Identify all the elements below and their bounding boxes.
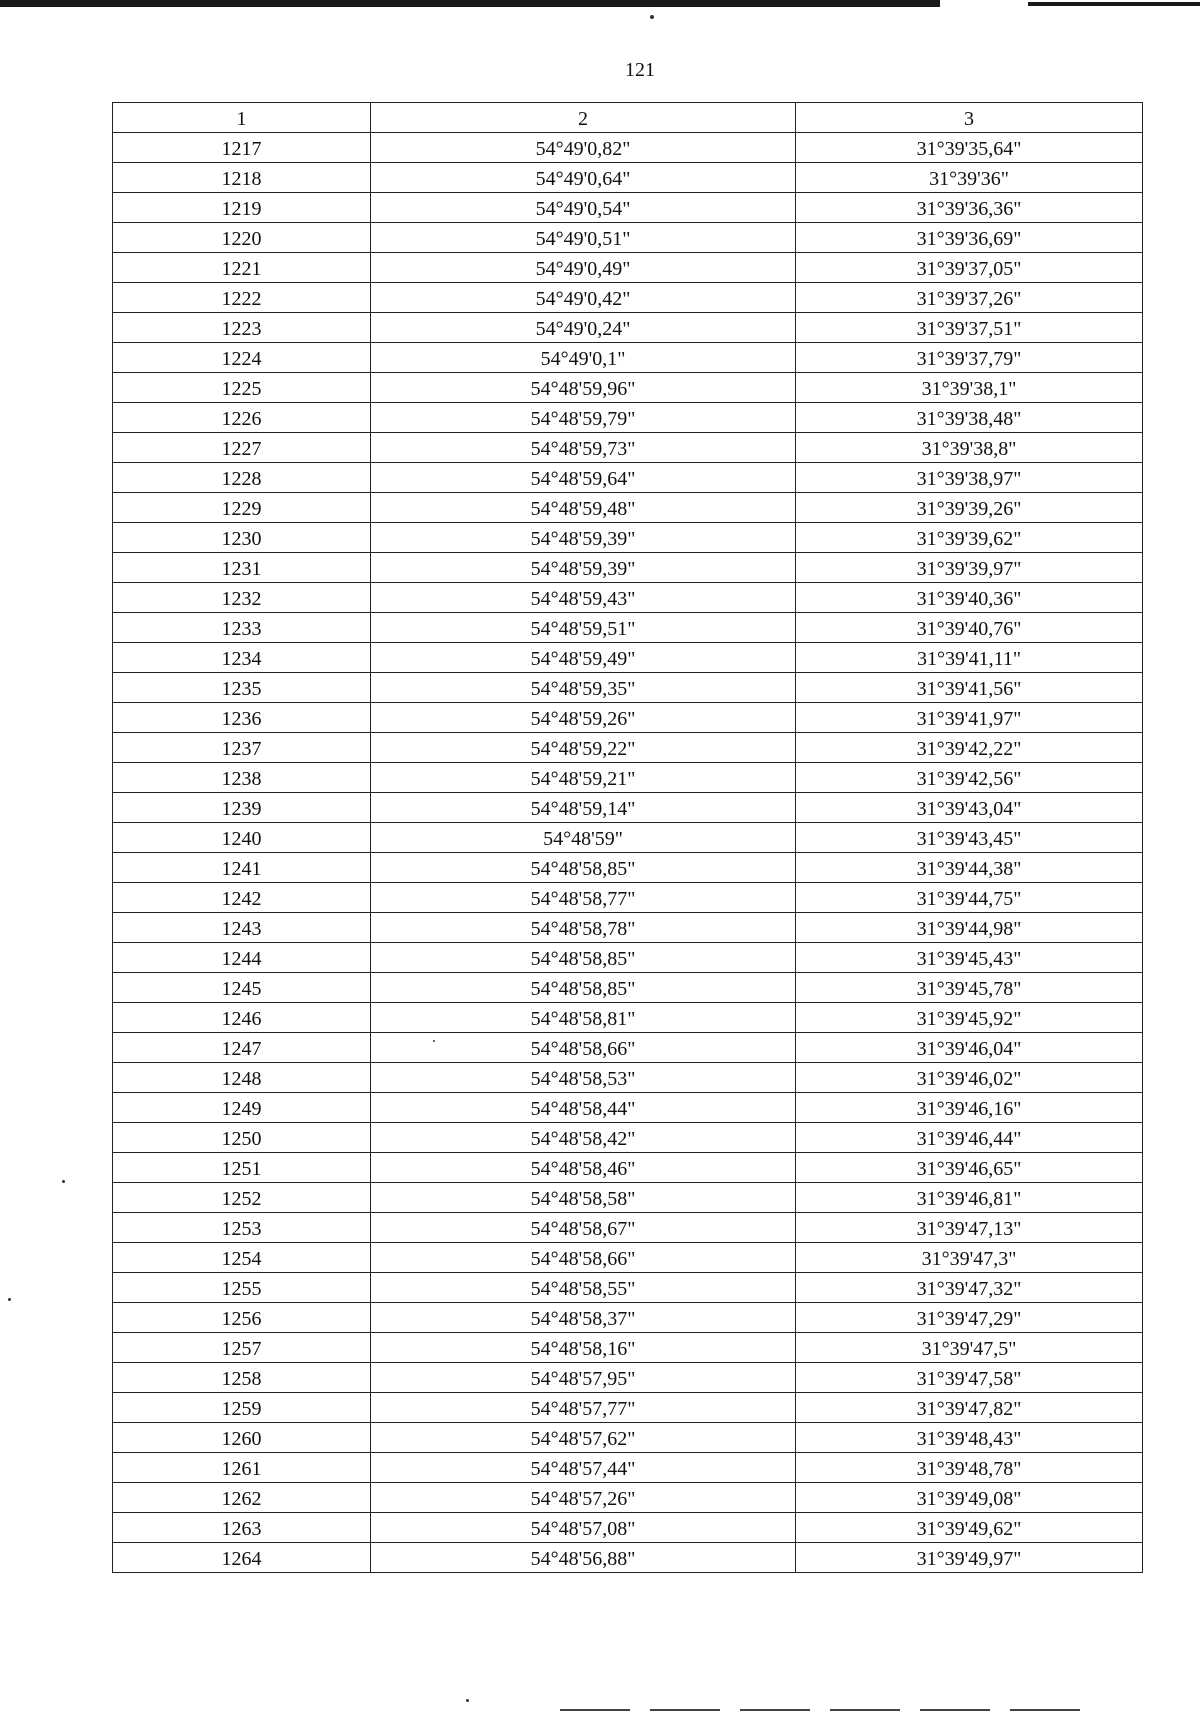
table-row [113, 1243, 1143, 1273]
longitude-cell: 31°39'47,29" [796, 1303, 1143, 1333]
latitude-cell: 54°48'59,43" [371, 583, 796, 613]
table-row [113, 1003, 1143, 1033]
latitude-cell: 54°48'58,66" [371, 1243, 796, 1273]
scan-speck [8, 1298, 11, 1301]
point-number-cell: 1254 [113, 1243, 371, 1273]
point-number-cell: 1242 [113, 883, 371, 913]
latitude-cell: 54°48'58,78" [371, 913, 796, 943]
table-row [113, 373, 1143, 403]
table-row [113, 133, 1143, 163]
table-row [113, 403, 1143, 433]
point-number-cell: 1247 [113, 1033, 371, 1063]
point-number-cell: 1224 [113, 343, 371, 373]
longitude-cell: 31°39'38,1" [796, 373, 1143, 403]
longitude-cell: 31°39'47,32" [796, 1273, 1143, 1303]
point-number-cell: 1226 [113, 403, 371, 433]
longitude-cell: 31°39'42,22" [796, 733, 1143, 763]
latitude-cell: 54°48'58,55" [371, 1273, 796, 1303]
latitude-cell: 54°48'58,81" [371, 1003, 796, 1033]
table-row [113, 193, 1143, 223]
latitude-cell: 54°49'0,1" [371, 343, 796, 373]
longitude-cell: 31°39'38,8" [796, 433, 1143, 463]
longitude-cell: 31°39'47,58" [796, 1363, 1143, 1393]
longitude-cell: 31°39'47,13" [796, 1213, 1143, 1243]
latitude-cell: 54°48'58,67" [371, 1213, 796, 1243]
table-row [113, 1363, 1143, 1393]
latitude-cell: 54°48'58,16" [371, 1333, 796, 1363]
column-header-2: 2 [371, 103, 796, 133]
column-header-1: 1 [113, 103, 371, 133]
point-number-cell: 1227 [113, 433, 371, 463]
longitude-cell: 31°39'40,76" [796, 613, 1143, 643]
point-number-cell: 1220 [113, 223, 371, 253]
latitude-cell: 54°48'57,62" [371, 1423, 796, 1453]
latitude-cell: 54°49'0,54" [371, 193, 796, 223]
point-number-cell: 1262 [113, 1483, 371, 1513]
longitude-cell: 31°39'36" [796, 163, 1143, 193]
longitude-cell: 31°39'47,5" [796, 1333, 1143, 1363]
scan-speck [62, 1180, 65, 1183]
latitude-cell: 54°48'57,44" [371, 1453, 796, 1483]
table-row [113, 1483, 1143, 1513]
latitude-cell: 54°48'59,39" [371, 553, 796, 583]
longitude-cell: 31°39'49,62" [796, 1513, 1143, 1543]
latitude-cell: 54°48'57,95" [371, 1363, 796, 1393]
longitude-cell: 31°39'45,92" [796, 1003, 1143, 1033]
table-row [113, 1333, 1143, 1363]
latitude-cell: 54°48'58,85" [371, 943, 796, 973]
point-number-cell: 1237 [113, 733, 371, 763]
latitude-cell: 54°48'58,37" [371, 1303, 796, 1333]
latitude-cell: 54°49'0,51" [371, 223, 796, 253]
point-number-cell: 1250 [113, 1123, 371, 1153]
coordinates-table [112, 102, 1143, 1573]
latitude-cell: 54°49'0,82" [371, 133, 796, 163]
table-row [113, 1213, 1143, 1243]
longitude-cell: 31°39'36,36" [796, 193, 1143, 223]
point-number-cell: 1232 [113, 583, 371, 613]
latitude-cell: 54°48'59,73" [371, 433, 796, 463]
table-row [113, 1093, 1143, 1123]
table-row [113, 1123, 1143, 1153]
latitude-cell: 54°48'57,08" [371, 1513, 796, 1543]
table-row [113, 1273, 1143, 1303]
point-number-cell: 1229 [113, 493, 371, 523]
point-number-cell: 1261 [113, 1453, 371, 1483]
longitude-cell: 31°39'49,97" [796, 1543, 1143, 1573]
table-row [113, 853, 1143, 883]
table-row [113, 1303, 1143, 1333]
table-row [113, 703, 1143, 733]
table-row [113, 163, 1143, 193]
point-number-cell: 1256 [113, 1303, 371, 1333]
point-number-cell: 1245 [113, 973, 371, 1003]
longitude-cell: 31°39'46,44" [796, 1123, 1143, 1153]
table-row [113, 1033, 1143, 1063]
longitude-cell: 31°39'47,3" [796, 1243, 1143, 1273]
table-row [113, 313, 1143, 343]
scan-border-top-right [1028, 2, 1200, 6]
latitude-cell: 54°48'57,26" [371, 1483, 796, 1513]
latitude-cell: 54°48'59,49" [371, 643, 796, 673]
point-number-cell: 1248 [113, 1063, 371, 1093]
point-number-cell: 1259 [113, 1393, 371, 1423]
table-row [113, 883, 1143, 913]
latitude-cell: 54°49'0,49" [371, 253, 796, 283]
longitude-cell: 31°39'47,82" [796, 1393, 1143, 1423]
latitude-cell: 54°48'59,14" [371, 793, 796, 823]
longitude-cell: 31°39'48,78" [796, 1453, 1143, 1483]
latitude-cell: 54°48'59,51" [371, 613, 796, 643]
table-row [113, 433, 1143, 463]
column-header-3: 3 [796, 103, 1143, 133]
longitude-cell: 31°39'37,79" [796, 343, 1143, 373]
point-number-cell: 1258 [113, 1363, 371, 1393]
longitude-cell: 31°39'41,97" [796, 703, 1143, 733]
table-row [113, 463, 1143, 493]
table-row [113, 823, 1143, 853]
table-row [113, 583, 1143, 613]
latitude-cell: 54°48'59,22" [371, 733, 796, 763]
point-number-cell: 1239 [113, 793, 371, 823]
table-row [113, 553, 1143, 583]
table-row [113, 1513, 1143, 1543]
point-number-cell: 1228 [113, 463, 371, 493]
point-number-cell: 1225 [113, 373, 371, 403]
latitude-cell: 54°48'59,79" [371, 403, 796, 433]
longitude-cell: 31°39'43,04" [796, 793, 1143, 823]
longitude-cell: 31°39'37,51" [796, 313, 1143, 343]
latitude-cell: 54°49'0,64" [371, 163, 796, 193]
table-row [113, 253, 1143, 283]
point-number-cell: 1244 [113, 943, 371, 973]
latitude-cell: 54°48'56,88" [371, 1543, 796, 1573]
table-row [113, 973, 1143, 1003]
point-number-cell: 1243 [113, 913, 371, 943]
point-number-cell: 1252 [113, 1183, 371, 1213]
latitude-cell: 54°48'59,35" [371, 673, 796, 703]
longitude-cell: 31°39'35,64" [796, 133, 1143, 163]
latitude-cell: 54°48'58,66" [371, 1033, 796, 1063]
table-row [113, 943, 1143, 973]
point-number-cell: 1223 [113, 313, 371, 343]
latitude-cell: 54°48'59,64" [371, 463, 796, 493]
table-row [113, 763, 1143, 793]
point-number-cell: 1264 [113, 1543, 371, 1573]
table-row [113, 1153, 1143, 1183]
table-row [113, 733, 1143, 763]
point-number-cell: 1249 [113, 1093, 371, 1123]
table-row [113, 1183, 1143, 1213]
longitude-cell: 31°39'41,56" [796, 673, 1143, 703]
table-row [113, 793, 1143, 823]
latitude-cell: 54°48'58,42" [371, 1123, 796, 1153]
point-number-cell: 1253 [113, 1213, 371, 1243]
table-row [113, 1453, 1143, 1483]
point-number-cell: 1241 [113, 853, 371, 883]
table-row [113, 1063, 1143, 1093]
latitude-cell: 54°48'59,96" [371, 373, 796, 403]
latitude-cell: 54°48'58,58" [371, 1183, 796, 1213]
longitude-cell: 31°39'46,16" [796, 1093, 1143, 1123]
point-number-cell: 1246 [113, 1003, 371, 1033]
latitude-cell: 54°48'59,48" [371, 493, 796, 523]
longitude-cell: 31°39'46,81" [796, 1183, 1143, 1213]
table-header-row [113, 103, 1143, 133]
point-number-cell: 1236 [113, 703, 371, 733]
longitude-cell: 31°39'48,43" [796, 1423, 1143, 1453]
longitude-cell: 31°39'46,04" [796, 1033, 1143, 1063]
longitude-cell: 31°39'42,56" [796, 763, 1143, 793]
latitude-cell: 54°49'0,42" [371, 283, 796, 313]
point-number-cell: 1255 [113, 1273, 371, 1303]
table-row [113, 343, 1143, 373]
latitude-cell: 54°48'58,44" [371, 1093, 796, 1123]
point-number-cell: 1257 [113, 1333, 371, 1363]
latitude-cell: 54°48'58,85" [371, 973, 796, 1003]
scan-speck [650, 15, 654, 19]
point-number-cell: 1260 [113, 1423, 371, 1453]
longitude-cell: 31°39'41,11" [796, 643, 1143, 673]
latitude-cell: 54°48'58,85" [371, 853, 796, 883]
point-number-cell: 1217 [113, 133, 371, 163]
table-row [113, 223, 1143, 253]
scan-border-bottom [560, 1709, 1080, 1711]
longitude-cell: 31°39'39,26" [796, 493, 1143, 523]
latitude-cell: 54°48'58,53" [371, 1063, 796, 1093]
point-number-cell: 1221 [113, 253, 371, 283]
point-number-cell: 1235 [113, 673, 371, 703]
longitude-cell: 31°39'45,78" [796, 973, 1143, 1003]
page-number: 121 [625, 59, 655, 81]
longitude-cell: 31°39'44,98" [796, 913, 1143, 943]
longitude-cell: 31°39'45,43" [796, 943, 1143, 973]
point-number-cell: 1251 [113, 1153, 371, 1183]
longitude-cell: 31°39'40,36" [796, 583, 1143, 613]
longitude-cell: 31°39'46,65" [796, 1153, 1143, 1183]
latitude-cell: 54°48'58,77" [371, 883, 796, 913]
table-row [113, 493, 1143, 523]
scan-border-top [0, 0, 940, 7]
longitude-cell: 31°39'49,08" [796, 1483, 1143, 1513]
table-row [113, 673, 1143, 703]
coordinates-table-body [113, 103, 1143, 1573]
table-row [113, 913, 1143, 943]
longitude-cell: 31°39'44,75" [796, 883, 1143, 913]
longitude-cell: 31°39'39,97" [796, 553, 1143, 583]
longitude-cell: 31°39'38,48" [796, 403, 1143, 433]
longitude-cell: 31°39'37,26" [796, 283, 1143, 313]
longitude-cell: 31°39'39,62" [796, 523, 1143, 553]
table-row [113, 283, 1143, 313]
point-number-cell: 1230 [113, 523, 371, 553]
table-row [113, 523, 1143, 553]
table-row [113, 1543, 1143, 1573]
table-row [113, 643, 1143, 673]
point-number-cell: 1231 [113, 553, 371, 583]
point-number-cell: 1240 [113, 823, 371, 853]
point-number-cell: 1263 [113, 1513, 371, 1543]
latitude-cell: 54°48'59,39" [371, 523, 796, 553]
table-row [113, 613, 1143, 643]
longitude-cell: 31°39'38,97" [796, 463, 1143, 493]
latitude-cell: 54°49'0,24" [371, 313, 796, 343]
longitude-cell: 31°39'37,05" [796, 253, 1143, 283]
table-row [113, 1393, 1143, 1423]
scan-speck [466, 1699, 469, 1702]
table-row [113, 1423, 1143, 1453]
latitude-cell: 54°48'57,77" [371, 1393, 796, 1423]
point-number-cell: 1233 [113, 613, 371, 643]
longitude-cell: 31°39'44,38" [796, 853, 1143, 883]
point-number-cell: 1219 [113, 193, 371, 223]
latitude-cell: 54°48'59,21" [371, 763, 796, 793]
latitude-cell: 54°48'58,46" [371, 1153, 796, 1183]
latitude-cell: 54°48'59" [371, 823, 796, 853]
point-number-cell: 1238 [113, 763, 371, 793]
longitude-cell: 31°39'46,02" [796, 1063, 1143, 1093]
latitude-cell: 54°48'59,26" [371, 703, 796, 733]
point-number-cell: 1218 [113, 163, 371, 193]
point-number-cell: 1222 [113, 283, 371, 313]
point-number-cell: 1234 [113, 643, 371, 673]
longitude-cell: 31°39'43,45" [796, 823, 1143, 853]
longitude-cell: 31°39'36,69" [796, 223, 1143, 253]
